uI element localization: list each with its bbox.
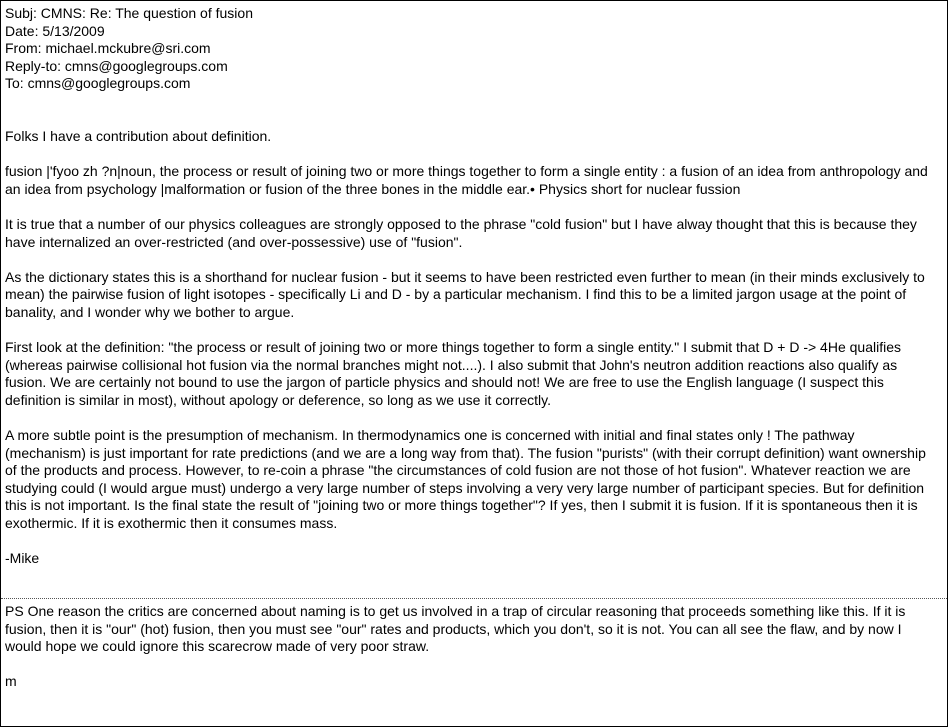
subject-line: Subj: CMNS: Re: The question of fusion <box>5 5 253 21</box>
signature: -Mike <box>5 550 40 567</box>
email-content <box>5 5 939 568</box>
email-header <box>5 5 939 93</box>
body-paragraph-1: It is true that a number of our physics colleagues are strongly opposed to the phrase "cold fusion" but I have alway thought that this is because they have internalized an over-restricted (and over-possessive) use of "fusion". <box>5 215 917 250</box>
intro-paragraph: Folks I have a contribution about definition. <box>5 127 272 144</box>
closing-initial: m <box>5 673 17 690</box>
body-paragraph-2: As the dictionary states this is a shorthand for nuclear fusion - but it seems to have been restricted even further to mean (in their minds exclusively to mean) the pairwise fusion of light isotopes - specifically Li and D - by a particular mechanism. I find this to be a limited jargon usage at the point of banality, and I wonder why we bother to argue. <box>5 268 925 320</box>
body-paragraph-4: A more subtle point is the presumption of mechanism. In thermodynamics one is concerned with initial and final states only ! The pathway (mechanism) is just important for rate predictions (and we are a long way from that). The fusion "purists" (with their corrupt definition) want ownership of the products and process. However, to re-coin a phrase "the circumstances of cold fusion are not those of hot fusion". Whatever reaction we are studying could (I would argue must) undergo a very large number of steps involving a very very large number of participant species. But for definition this is not important. Is the final state the result of "joining two or more things together"? If yes, then I submit it is fusion. If it is spontaneous then it is exothermic. If it is exothermic then it consumes mass. <box>5 427 926 532</box>
body-paragraph-3: First look at the definition: "the process or result of joining two or more things together to form a single entity." I submit that D + D -> 4He qualifies (whereas pairwise collisional hot fusion via the normal branches might not....). I also submit that John's neutron addition reactions also qualify as fusion. We are certainly not bound to use the jargon of particle physics and should not! We are free to use the English language (I suspect this definition is similar in most), without apology or deference, so long as we use it correctly. <box>5 339 901 408</box>
definition-paragraph: fusion |'fyoo zh ?n|noun, the process or result of joining two or more things together to form a single entity : a fusion of an idea from anthropology and an idea from psychology |malformation or fusion of the three bones in the middle ear.• Physics short for nuclear fussion <box>5 163 928 197</box>
postscript-paragraph: PS One reason the critics are concerned about naming is to get us involved in a trap of circular reasoning that proceeds something like this. If it is fusion, then it is "our" (hot) fusion, then you must see "our" rates and products, which you don't, so it is not. You can all see the flaw, and by now I would hope we could ignore this scarecrow made of very poor straw. <box>5 603 906 655</box>
reply-to-line: Reply-to: cmns@googlegroups.com <box>5 57 228 74</box>
signature-divider <box>1 598 947 599</box>
date-line: Date: 5/13/2009 <box>5 22 105 39</box>
from-line: From: michael.mckubre@sri.com <box>5 40 211 57</box>
postscript-block <box>5 603 939 691</box>
to-line: To: cmns@googlegroups.com <box>5 75 191 92</box>
